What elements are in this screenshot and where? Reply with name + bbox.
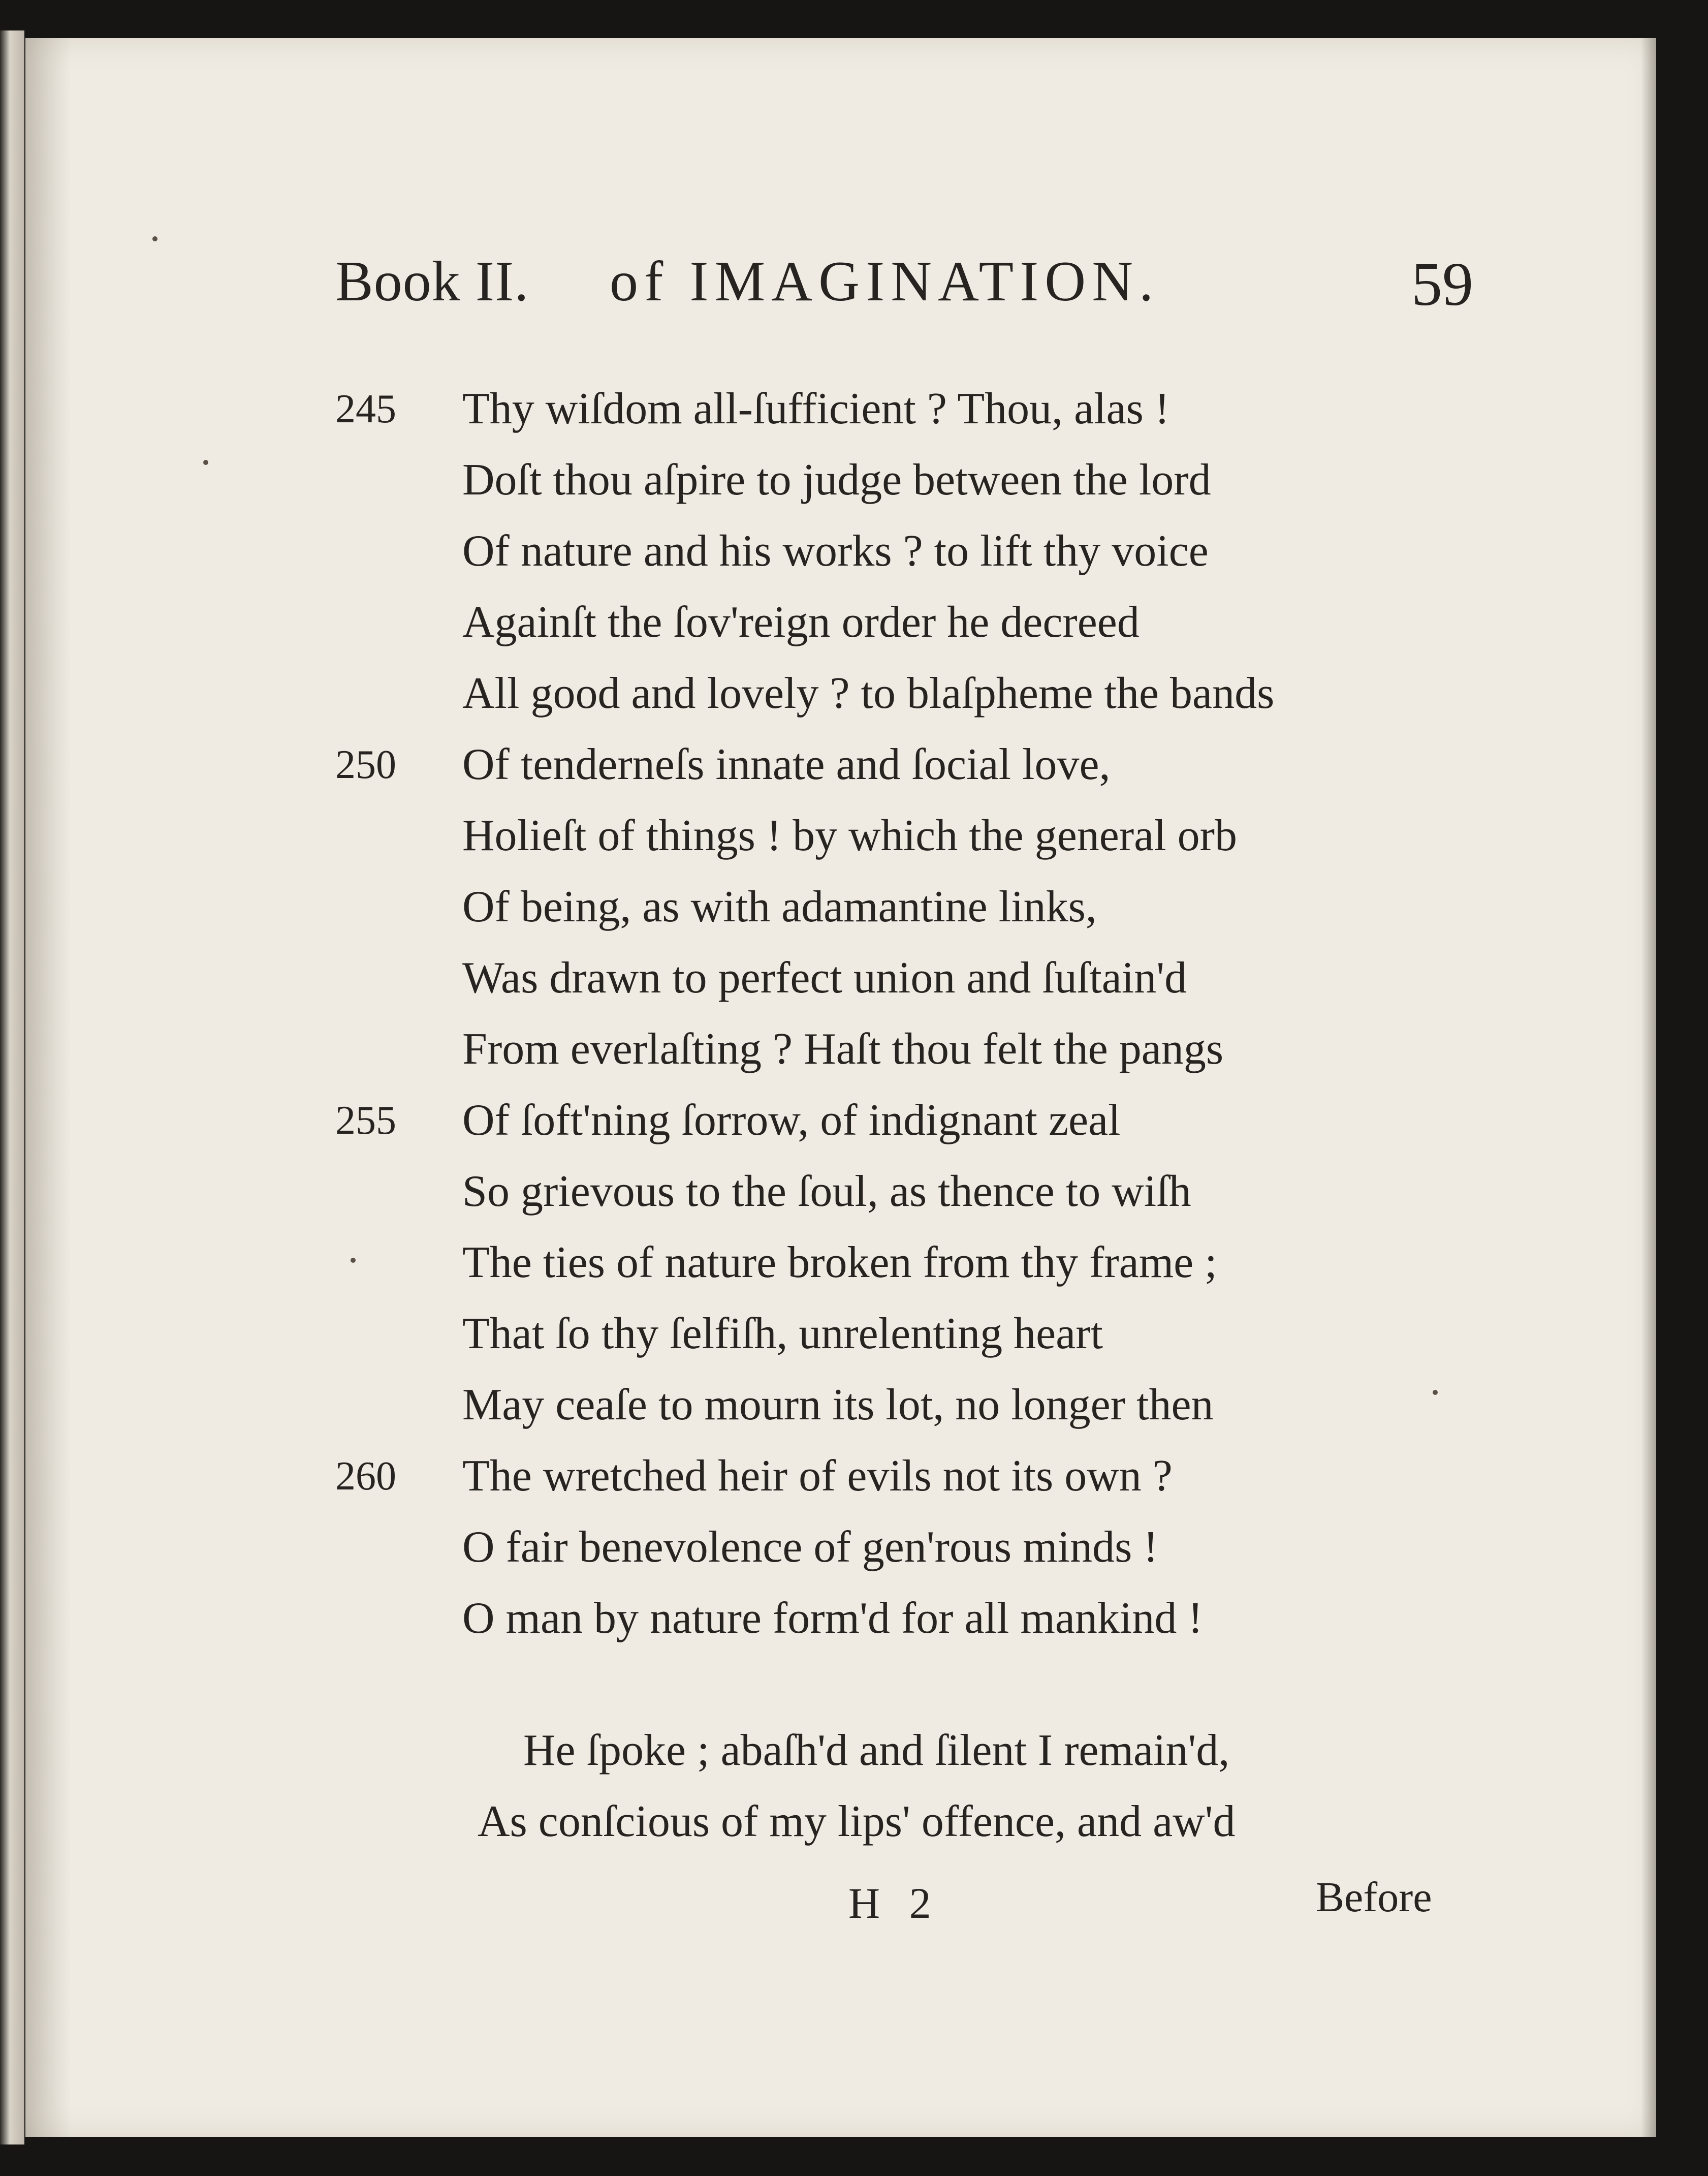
line-text: O man by nature form'd for all mankind ! — [462, 1594, 1203, 1643]
verse-line — [335, 445, 1473, 516]
verse-line — [335, 1227, 1473, 1298]
verse-line — [335, 729, 1473, 800]
verse-line — [335, 800, 1473, 872]
verse-block — [335, 374, 1473, 1644]
line-text: So grievous to the ſoul, as thence to wiſh — [462, 1167, 1191, 1216]
line-text: Againſt the ſov'reign order he decreed — [462, 598, 1140, 647]
line-text: From everlaſting ? Haſt thou felt the pangs — [462, 1024, 1224, 1074]
verse-line — [335, 1441, 1473, 1512]
line-text: Was drawn to perfect union and ſuſtain'd — [462, 953, 1187, 1003]
ink-speck — [203, 460, 208, 465]
line-text: As conſcious of my lips' offence, and aw'd — [478, 1797, 1236, 1846]
catchword: Before — [1316, 1874, 1432, 1921]
line-text: Of being, as with adamantine links, — [462, 882, 1097, 931]
line-text: All good and lovely ? to blaſpheme the bands — [462, 669, 1275, 718]
verse-line — [335, 374, 1473, 445]
running-head-book: Book II. — [335, 250, 529, 313]
verse-block-continued — [335, 1715, 1473, 1868]
verse-line — [335, 1298, 1473, 1370]
ink-speck — [351, 1258, 356, 1263]
line-text: O fair benevolence of gen'rous minds ! — [462, 1522, 1158, 1572]
line-number: 250 — [335, 742, 396, 787]
line-text: Of nature and his works ? to lift thy voice — [462, 526, 1209, 576]
line-text: Doſt thou aſpire to judge between the lord — [462, 455, 1211, 505]
page-edge-shadow — [1641, 38, 1656, 2137]
line-number: 245 — [335, 387, 396, 431]
book-spine-edge — [0, 30, 24, 2144]
verse-line — [335, 1085, 1473, 1156]
page-number: 59 — [1411, 250, 1473, 319]
line-text: He ſpoke ; abaſh'd and ſilent I remain'd, — [523, 1726, 1230, 1775]
line-text: Thy wiſdom all-ſufficient ? Thou, alas ! — [462, 384, 1170, 433]
line-number: 255 — [335, 1098, 396, 1143]
verse-line — [335, 516, 1473, 587]
verse-line — [335, 1786, 1473, 1857]
signature-mark: H 2 — [848, 1879, 940, 1928]
verse-line — [335, 658, 1473, 729]
line-text: Of ſoft'ning ſorrow, of indignant zeal — [462, 1096, 1121, 1145]
ink-speck — [1433, 1390, 1438, 1395]
line-text: Of tenderneſs innate and ſocial love, — [462, 740, 1111, 789]
verse-line — [335, 1715, 1473, 1786]
line-text: May ceaſe to mourn its lot, no longer then — [462, 1380, 1214, 1429]
ink-speck — [152, 236, 157, 241]
verse-line — [335, 587, 1473, 658]
line-number: 260 — [335, 1454, 396, 1499]
line-text: The wretched heir of evils not its own ? — [462, 1451, 1173, 1501]
verse-line — [335, 1156, 1473, 1227]
page-gutter-shadow — [25, 38, 71, 2137]
verse-line — [335, 1583, 1473, 1654]
verse-line — [335, 1370, 1473, 1441]
verse-line — [335, 943, 1473, 1014]
book-page — [25, 38, 1656, 2137]
line-text: That ſo thy ſelfiſh, unrelenting heart — [462, 1309, 1103, 1358]
line-text: The ties of nature broken from thy frame ; — [462, 1238, 1217, 1287]
verse-line — [335, 1014, 1473, 1085]
verse-line — [335, 1512, 1473, 1583]
running-head — [335, 239, 1473, 325]
verse-line — [335, 872, 1473, 943]
running-head-title: of IMAGINATION. — [610, 250, 1160, 313]
line-text: Holieſt of things ! by which the general orb — [462, 811, 1237, 860]
